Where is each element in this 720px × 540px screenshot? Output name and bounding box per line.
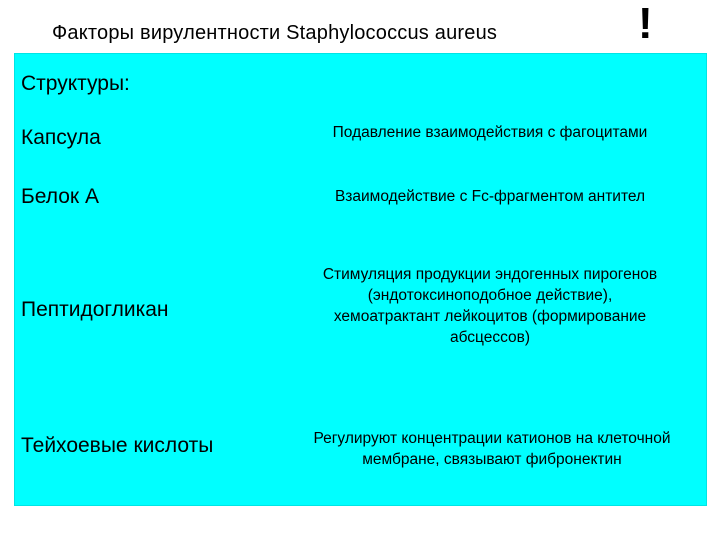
term-peptidoglycan: Пептидогликан [21, 298, 169, 321]
desc-peptidoglycan: Стимуляция продукции эндогенных пирогенов (эндотоксиноподобное действие), хемоатрактант лейкоцитов (формирование абсцессов) [322, 266, 658, 346]
term-protein-a: Белок А [21, 185, 99, 208]
desc-protein-a: Взаимодействие с Fc-фрагментом антител [334, 188, 646, 205]
desc-capsule: Подавление взаимодействия с фагоцитами [332, 124, 648, 141]
term-teichoic-acids: Тейхоевые кислоты [21, 434, 214, 457]
section-heading: Структуры: [21, 72, 130, 95]
desc-teichoic-acids: Регулируют концентрации катионов на клеточной мембране, связывают фибронектин [313, 430, 671, 468]
term-capsule: Капсула [21, 126, 101, 149]
exclamation-mark: ! [638, 0, 653, 48]
slide-title: Факторы вирулентности Staphylococcus aureus [52, 22, 498, 44]
content-panel [14, 53, 707, 506]
